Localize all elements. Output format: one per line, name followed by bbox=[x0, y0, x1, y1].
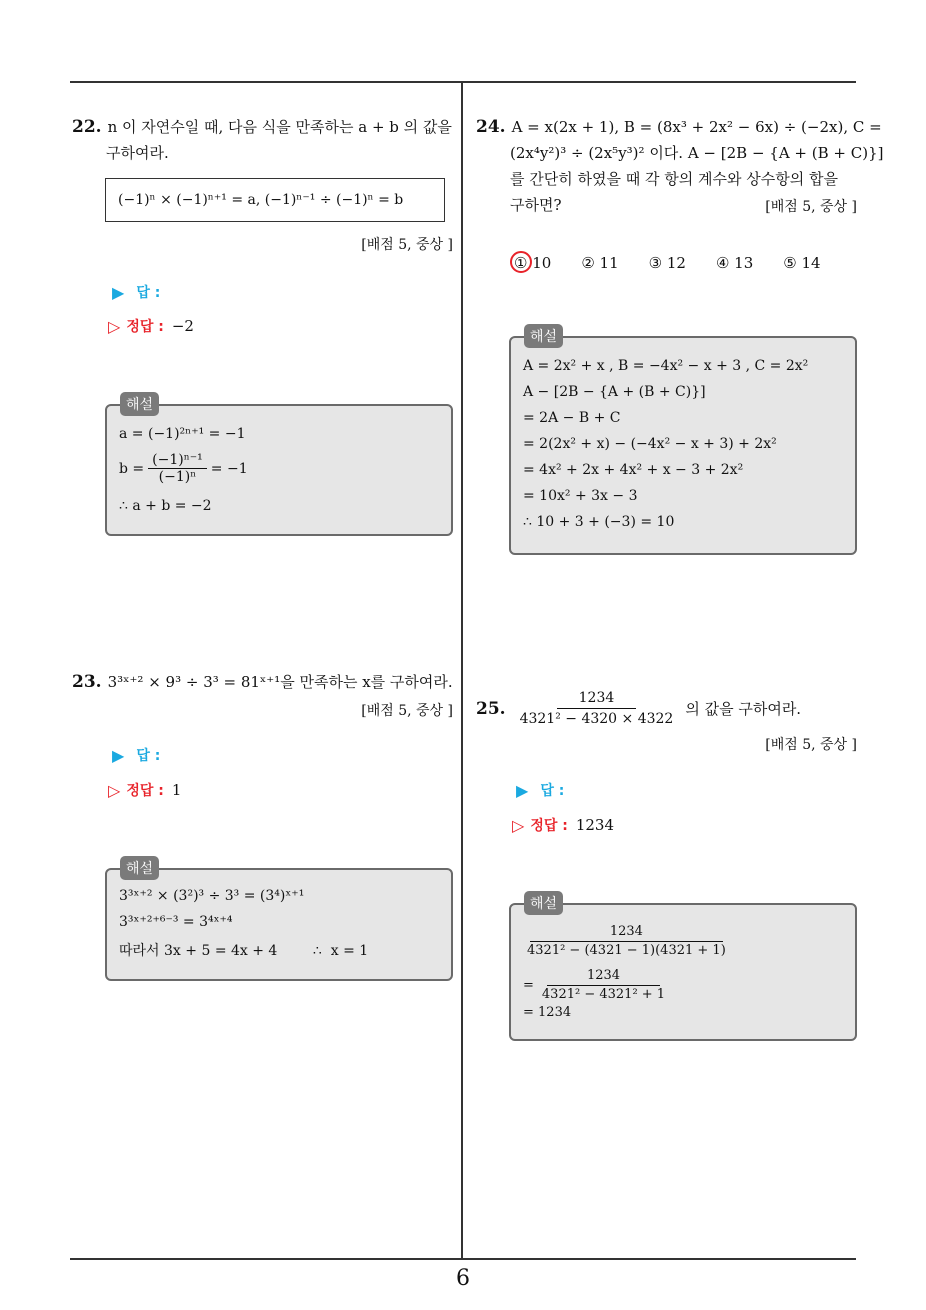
fraction-denominator: (−1)ⁿ bbox=[158, 469, 197, 485]
bottom-rule bbox=[70, 1258, 856, 1260]
top-rule bbox=[70, 81, 856, 83]
choice-label: ② 11 bbox=[581, 254, 619, 272]
fraction bbox=[538, 967, 669, 1004]
correct-value: −2 bbox=[171, 317, 194, 335]
solution-line: ∴ 10 + 3 + (−3) = 10 bbox=[523, 514, 675, 530]
fraction-numerator: (−1)ⁿ⁻¹ bbox=[148, 452, 207, 469]
problem-number: 22. bbox=[72, 117, 102, 137]
problem-text: n 이 자연수일 때, 다음 식을 만족하는 a + b 의 값을 bbox=[107, 118, 452, 136]
fraction-numerator: 1234 bbox=[557, 688, 637, 709]
problem-23 bbox=[72, 669, 457, 695]
solution-line: A − [2B − {A + (B + C)}] bbox=[523, 384, 706, 400]
play-outline-icon: ▷ bbox=[108, 316, 121, 336]
solution-tab: 해설 bbox=[120, 856, 159, 880]
problem-22-line1 bbox=[72, 114, 457, 140]
condition-box bbox=[105, 178, 445, 222]
play-filled-icon: ▶ bbox=[112, 745, 125, 765]
solution-tab: 해설 bbox=[524, 324, 563, 348]
choice-2[interactable] bbox=[581, 254, 618, 272]
score: [배점 5, 중상 ] bbox=[765, 199, 857, 215]
solution-box bbox=[509, 903, 857, 1041]
choice-4[interactable] bbox=[716, 254, 753, 272]
answer-line[interactable] bbox=[112, 745, 160, 765]
score: [배점 5, 중상 ] bbox=[765, 737, 857, 753]
solution-line: 3³ˣ⁺² × (3²)³ ÷ 3³ = (3⁴)ˣ⁺¹ bbox=[119, 888, 305, 904]
choice-label: ③ 12 bbox=[648, 254, 686, 272]
solution-line: = 2(2x² + x) − (−4x² − x + 3) + 2x² bbox=[523, 436, 777, 452]
play-filled-icon: ▶ bbox=[516, 780, 529, 800]
correct-label: 정답 : bbox=[126, 319, 164, 335]
solution-b-prefix: b = bbox=[119, 460, 145, 477]
solution-line: = 2A − B + C bbox=[523, 410, 621, 426]
answer-label: 답 : bbox=[136, 748, 161, 764]
score: [배점 5, 중상 ] bbox=[361, 703, 453, 719]
problem-text: A = x(2x + 1), B = (8x³ + 2x² − 6x) ÷ (−2x), C = bbox=[511, 118, 882, 136]
correct-label: 정답 : bbox=[530, 818, 568, 834]
selected-circle-mark bbox=[510, 251, 532, 273]
choice-3[interactable] bbox=[649, 254, 686, 272]
solution-box bbox=[509, 336, 857, 555]
solution-line: = 4x² + 2x + 4x² + x − 3 + 2x² bbox=[523, 462, 744, 478]
condition-formula: (−1)ⁿ × (−1)ⁿ⁺¹ = a, (−1)ⁿ⁻¹ ÷ (−1)ⁿ = b bbox=[118, 192, 404, 208]
column-divider bbox=[461, 82, 463, 1260]
choice-label: ① 10 bbox=[514, 254, 552, 272]
equals-sign: = bbox=[523, 978, 534, 993]
play-outline-icon: ▷ bbox=[108, 780, 121, 800]
problem-number: 24. bbox=[476, 117, 506, 137]
problem-22 bbox=[72, 114, 457, 166]
problem-text: 의 값을 구하여라. bbox=[685, 699, 802, 718]
correct-answer-line bbox=[108, 316, 194, 336]
play-filled-icon: ▶ bbox=[112, 282, 125, 302]
solution-line: A = 2x² + x , B = −4x² − x + 3 , C = 2x² bbox=[523, 358, 809, 374]
answer-line[interactable] bbox=[516, 780, 564, 800]
problem-24-line4: 구하면? bbox=[510, 196, 562, 214]
fraction-numerator: 1234 bbox=[547, 967, 660, 986]
correct-value: 1 bbox=[171, 781, 182, 799]
solution-line: = 10x² + 3x − 3 bbox=[523, 488, 638, 504]
solution-line: 3³ˣ⁺²⁺⁶⁻³ = 3⁴ˣ⁺⁴ bbox=[119, 914, 233, 930]
fraction bbox=[148, 452, 207, 485]
fraction-denominator: 4321² − 4320 × 4322 bbox=[519, 711, 674, 727]
solution-line: ∴ a + b = −2 bbox=[119, 498, 212, 514]
solution-line: 따라서 3x + 5 = 4x + 4 ∴ x = 1 bbox=[119, 943, 369, 959]
solution-fraction-line bbox=[523, 923, 730, 960]
solution-line: = −1 bbox=[210, 460, 248, 477]
answer-label: 답 : bbox=[136, 285, 161, 301]
score: [배점 5, 중상 ] bbox=[361, 237, 453, 253]
fraction-denominator: 4321² − 4321² + 1 bbox=[541, 987, 666, 1002]
solution-box bbox=[105, 404, 453, 536]
solution-box bbox=[105, 868, 453, 981]
problem-number: 25. bbox=[476, 698, 506, 719]
choice-5[interactable] bbox=[783, 254, 820, 272]
solution-tab: 해설 bbox=[524, 891, 563, 915]
problem-number: 23. bbox=[72, 672, 102, 692]
correct-answer-line bbox=[512, 815, 614, 835]
correct-label: 정답 : bbox=[126, 783, 164, 799]
play-outline-icon: ▷ bbox=[512, 815, 525, 835]
solution-line: = 1234 bbox=[523, 1005, 572, 1020]
correct-value: 1234 bbox=[575, 816, 615, 834]
choice-1[interactable] bbox=[514, 254, 551, 272]
solution-fraction-line bbox=[523, 967, 669, 1004]
problem-24-line3: 를 간단히 하였을 때 각 항의 계수와 상수항의 합을 bbox=[510, 170, 838, 188]
problem-text: 3³ˣ⁺² × 9³ ÷ 3³ = 81ˣ⁺¹을 만족하는 x를 구하여라. bbox=[107, 673, 453, 691]
answer-line[interactable] bbox=[112, 282, 160, 302]
solution-tab: 해설 bbox=[120, 392, 159, 416]
problem-25 bbox=[476, 688, 861, 729]
solution-fraction-line bbox=[119, 452, 248, 485]
fraction bbox=[523, 923, 730, 960]
fraction-numerator: 1234 bbox=[530, 923, 723, 942]
choice-label: ④ 13 bbox=[715, 254, 754, 272]
page-number: 6 bbox=[456, 1266, 470, 1291]
answer-label: 답 : bbox=[540, 783, 565, 799]
problem-24-line2: (2x⁴y²)³ ÷ (2x⁵y³)² 이다. A − [2B − {A + (B + C)}] bbox=[510, 144, 884, 162]
choice-label: ⑤ 14 bbox=[783, 254, 821, 272]
choice-list bbox=[514, 254, 821, 272]
fraction-denominator: 4321² − (4321 − 1)(4321 + 1) bbox=[527, 943, 726, 958]
problem-24-line1 bbox=[476, 114, 882, 140]
problem-22-line2: 구하여라. bbox=[106, 144, 169, 162]
solution-line: a = (−1)²ⁿ⁺¹ = −1 bbox=[119, 426, 246, 442]
fraction bbox=[516, 688, 678, 729]
correct-answer-line bbox=[108, 780, 181, 800]
